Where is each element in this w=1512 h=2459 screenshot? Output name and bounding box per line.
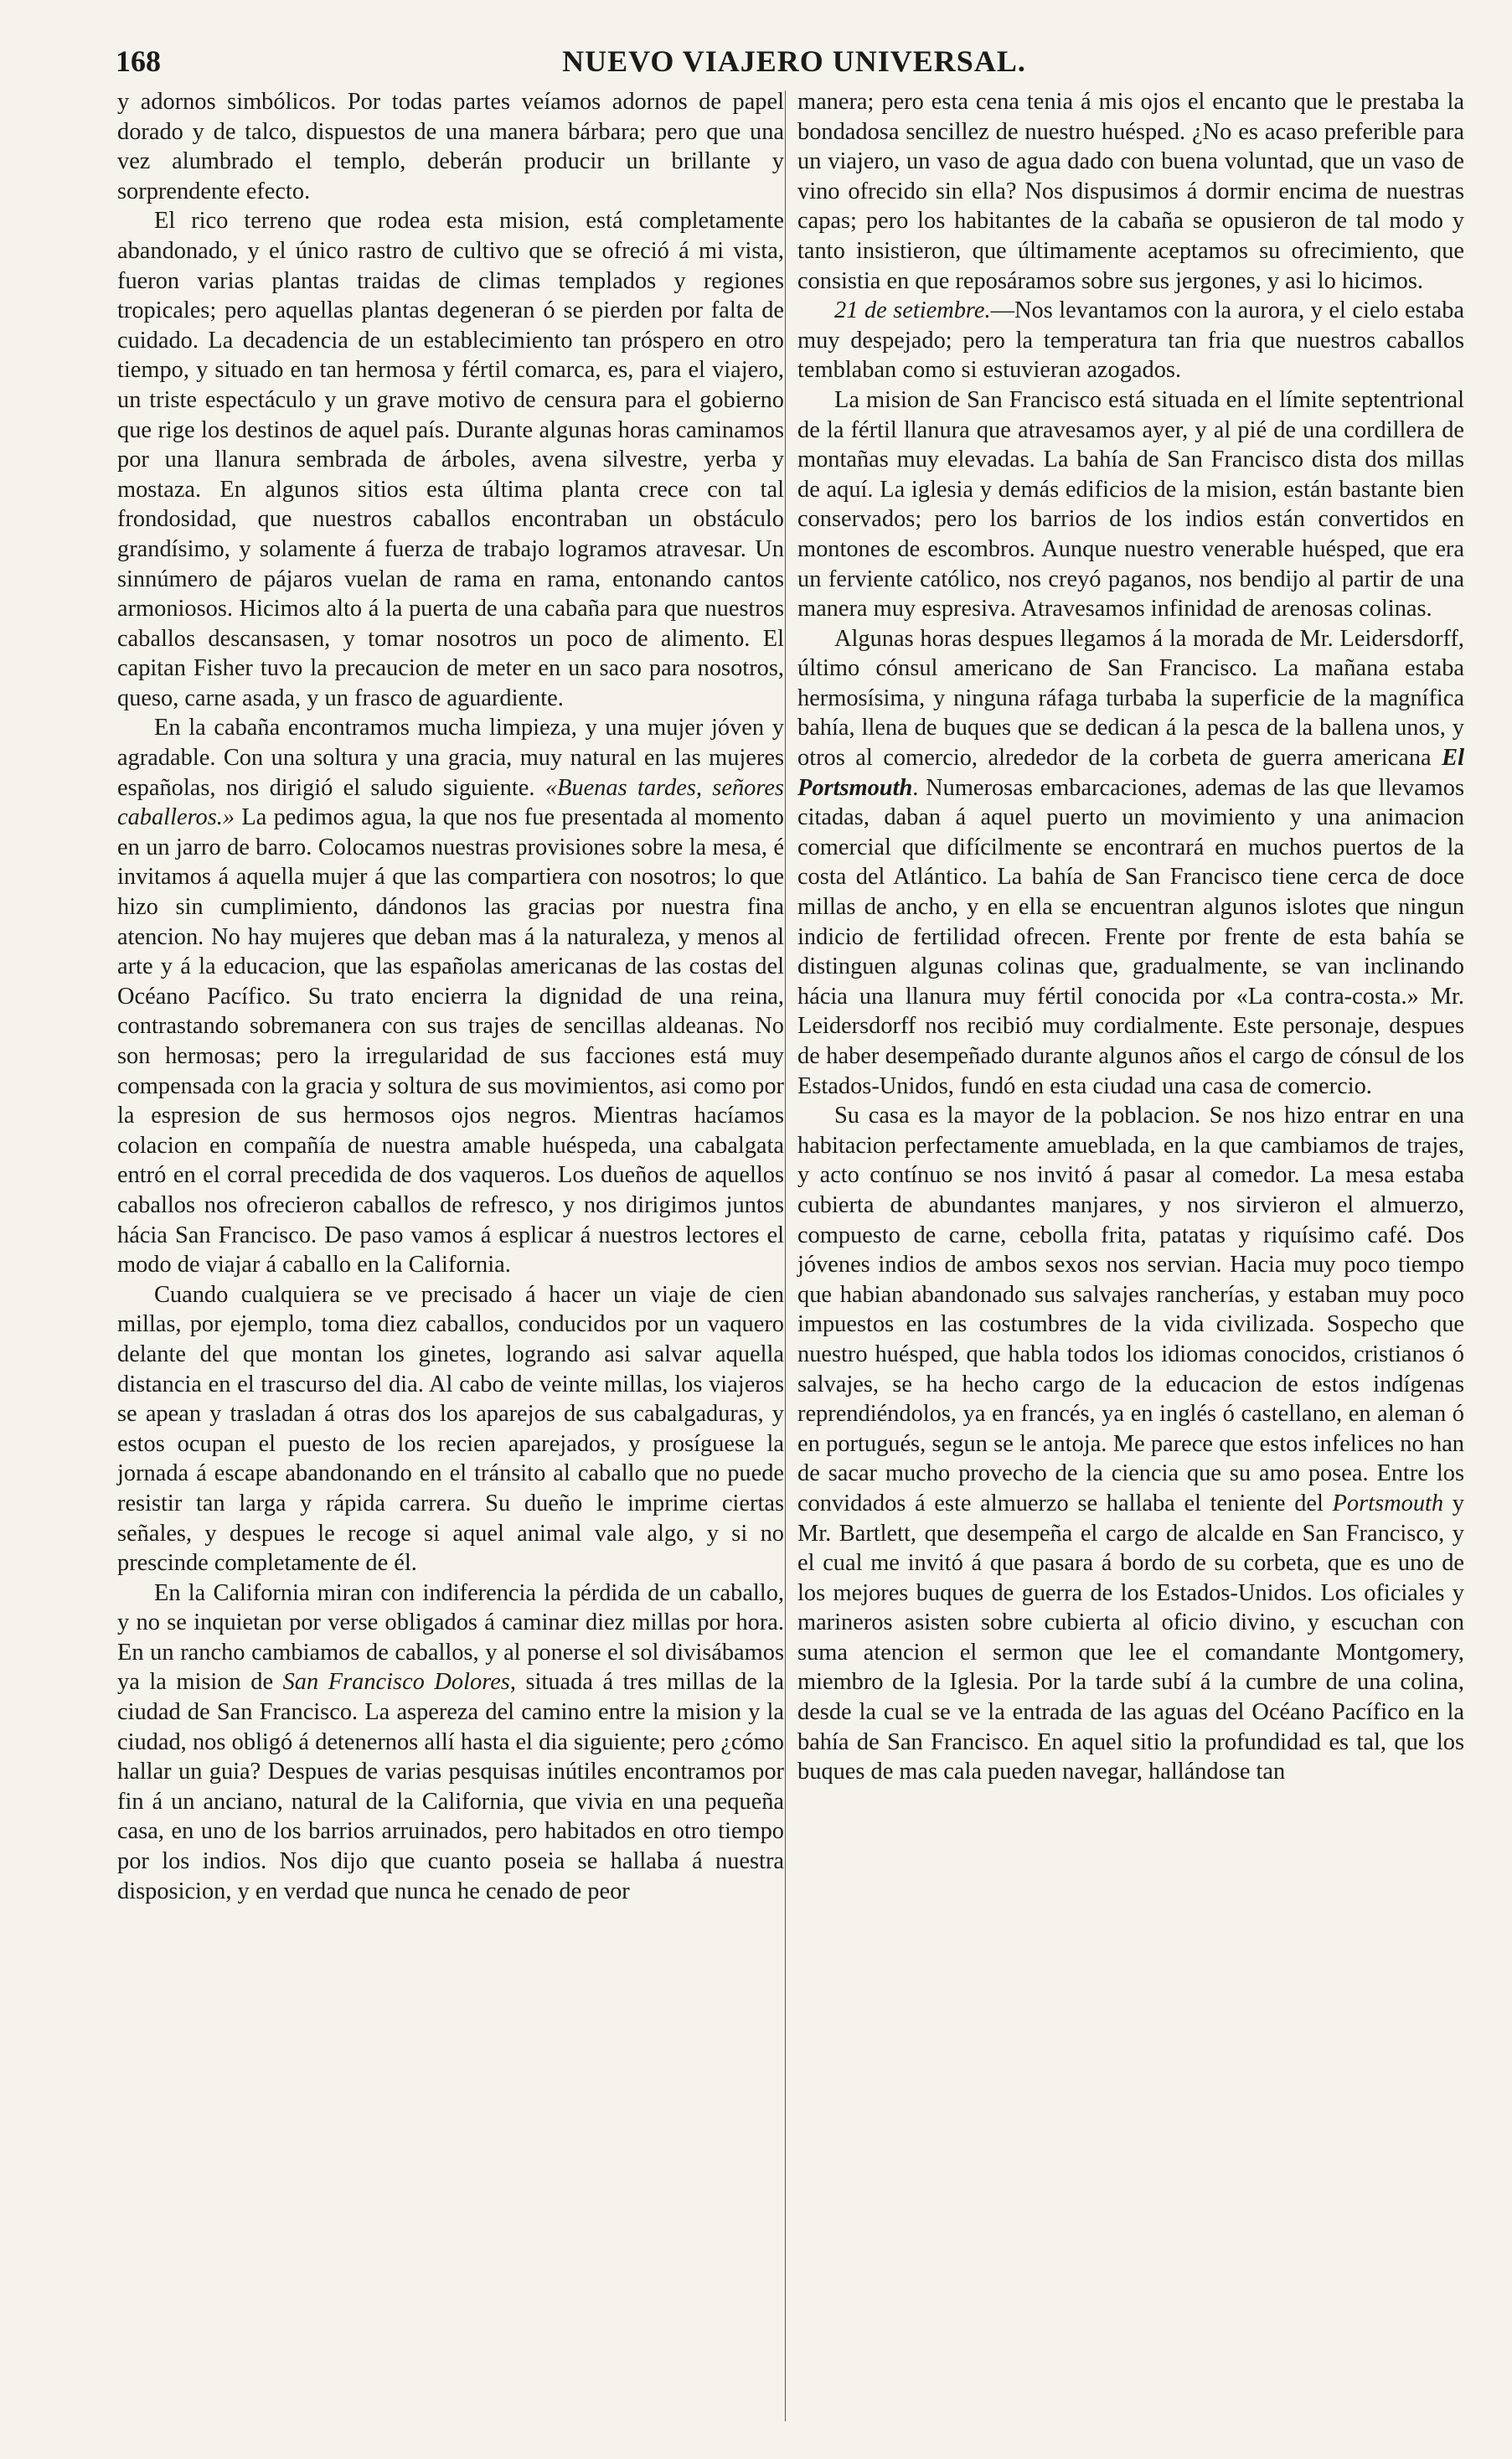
right-paragraph-5-end: y Mr. Bartlett, que desempeña el cargo de alcalde en San Francisco, y el cual me invitó á que pasara á bordo de su corbeta, que es uno de los mejores buques de guerra de los Estados-Unidos. Los oficiales y marineros asisten sobre cubierta al oficio divino, y escuchan con suma atencion el sermon que lee el comandante Montgomery, miembro de la Iglesia. Por la tarde subí á la cumbre de una colina, desde la cual se ve la entrada de las aguas del Océano Pacífico en la bahía de San Francisco. En aquel sitio la profundidad es tal, que los buques de mas cala pueden navegar, hallándose tan [797, 1490, 1464, 1785]
diary-date: 21 de setiembre. [834, 297, 991, 324]
right-paragraph-3: La mision de San Francisco está situada en el límite septentrional de la fértil llanura que atravesamos ayer, y al pié de una cordillera de montañas muy elevadas. La bahía de San Francisco dista dos millas de aquí. La iglesia y demás edificios de la mision, están bastante bien conservados; pero los barrios de los indios están convertidos en montones de escombros. Aunque nuestro venerable huésped, que era un ferviente católico, nos creyó paganos, nos bendijo al partir de una manera muy espresiva. Atravesamos infinidad de arenosas colinas. [797, 386, 1464, 622]
page-header [116, 44, 1473, 85]
right-paragraph-1: manera; pero esta cena tenia á mis ojos el encanto que le prestaba la bondadosa sencillez de nuestro huésped. ¿No es acaso preferible para un viajero, un vaso de agua dado con buena voluntad, que un vaso de vino ofrecido sin ella? Nos dispusimos á dormir encima de nuestras capas; pero los habitantes de la cabaña se opusieron de tal modo y tanto insistieron, que últimamente aceptamos su ofrecimiento, que consistia en que reposáramos sobre sus jergones, y asi lo hicimos. [797, 89, 1464, 294]
right-paragraph-2-text: —Nos levantamos con la aurora, y el cielo estaba muy despejado; pero la temperatura tan fria que nuestros caballos temblaban como si estuvieran azogados. [797, 297, 1464, 384]
page-number: 168 [116, 44, 161, 78]
right-paragraph-5 [797, 1101, 1464, 1787]
column-divider [785, 90, 786, 2421]
left-paragraph-5 [117, 1578, 784, 1907]
right-paragraph-2 [797, 296, 1464, 385]
mission-name: San Francisco Dolores [282, 1669, 510, 1696]
ship-name-2: Portsmouth [1332, 1490, 1444, 1516]
ship-name: El Portsmouth [797, 745, 1464, 801]
right-paragraph-5-start: Su casa es la mayor de la poblacion. Se nos hizo entrar en una habitacion perfectamente amueblada, en la que cambiamos de trajes, y acto contínuo se nos invitó á pasar al comedor. La mesa estaba cubierta de abundantes manjares, y nos sirvieron el almuerzo, compuesto de carne, cebolla frita, patatas y riquísimo café. Dos jóvenes indios de ambos sexos nos servian. Hacia muy poco tiempo que habian abandonado sus salvajes rancherías, y estaban muy poco impuestos en las costumbres de la vida civilizada. Sospecho que nuestro huésped, que habla todos los idiomas conocidos, cristianos ó salvajes, se ha hecho cargo de la educacion de estos indígenas reprendiéndolos, ya en francés, ya en inglés ó castellano, en aleman ó en portugués, segun se le antoja. Me parece que estos infelices no han de sacar mucho provecho de la ciencia que su amo posea. Entre los convidados á este almuerzo se hallaba el teniente del [797, 1103, 1464, 1516]
running-title: NUEVO VIAJERO UNIVERSAL. [562, 44, 1026, 78]
right-paragraph-4-end: . Numerosas embarcaciones, ademas de las que llevamos citadas, daban á aquel puerto un movimiento y una animacion comercial que difícilmente se encontrará en muchos puertos de la costa del Atlántico. La bahía de San Francisco tiene cerca de doce millas de ancho, y en ella se encuentran algunos islotes que ningun indicio de fertilidad ofrecen. Frente por frente de esta bahía se distinguen algunas colinas que, gradualmente, se van inclinando hácia una llanura muy fértil conocida por «La contra-costa.» Mr. Leidersdorff nos recibió muy cordialmente. Este personaje, despues de haber desempeñado durante algunos años el cargo de cónsul de los Estados-Unidos, fundó en esta ciudad una casa de comercio. [797, 774, 1464, 1099]
right-column [797, 87, 1464, 1787]
left-paragraph-3-start: En la cabaña encontramos mucha limpieza, y una mujer jóven y agradable. Con una soltura y una gracia, muy natural en las mujeres españolas, nos dirigió el saludo siguiente. [117, 715, 784, 801]
left-paragraph-2: El rico terreno que rodea esta mision, está completamente abandonado, y el único rastro de cultivo que se ofreció á mi vista, fueron varias plantas traidas de climas templados y regiones tropicales; pero aquellas plantas degeneran ó se pierden por falta de cuidado. La decadencia de un establecimiento tan próspero en otro tiempo, y situado en tan hermosa y fértil comarca, es, para el viajero, un triste espectáculo y un grave motivo de censura para el gobierno que rige los destinos de aquel país. Durante algunas horas caminamos por una llanura sembrada de árboles, avena silvestre, yerba y mostaza. En algunos sitios esta última planta crece con tal frondosidad, que nuestros caballos encontraban un obstáculo grandísimo, y solamente á fuerza de trabajo logramos atravesar. Un sinnúmero de pájaros vuelan de rama en rama, entonando cantos armoniosos. Hicimos alto á la puerta de una cabaña para que nuestros caballos descansasen, y tomar nosotros un poco de alimento. El capitan Fisher tuvo la precaucion de meter en un saco para nosotros, queso, carne asada, y un frasco de aguardiente. [117, 208, 784, 711]
right-paragraph-4-start: Algunas horas despues llegamos á la morada de Mr. Leidersdorff, último cónsul americano de San Francisco. La mañana estaba hermosísima, y ninguna ráfaga turbaba la superficie de la magnífica bahía, llena de buques que se dedican á la pesca de la ballena unos, y otros al comercio, alrededor de la corbeta de guerra americana [797, 625, 1464, 772]
left-paragraph-4: Cuando cualquiera se ve precisado á hacer un viaje de cien millas, por ejemplo, toma diez caballos, conducidos por un vaquero delante del que montan los ginetes, logrando asi salvar aquella distancia en el trascurso del dia. Al cabo de veinte millas, los viajeros se apean y trasladan á otras dos los aparejos de sus cabalgaduras, y estos ocupan el puesto de los recien aparejados, y prosíguese la jornada á escape abandonando en el tránsito al caballo que no puede resistir tan larga y rápida carrera. Su dueño le imprime ciertas señales, y despues le recoge si aquel animal vale algo, y si no prescinde completamente de él. [117, 1281, 784, 1577]
greeting-quote: «Buenas tardes, señores caballeros.» [117, 774, 784, 831]
left-paragraph-5-start: En la California miran con indiferencia la pérdida de un caballo, y no se inquietan por verse obligados á caminar diez millas por hora. En un rancho cambiamos de caballos, y al ponerse el sol divisábamos ya la mision de [117, 1579, 784, 1696]
left-column [117, 87, 784, 1906]
left-paragraph-1: y adornos simbólicos. Por todas partes veíamos adornos de papel dorado y de talco, dispuestos de una manera bárbara; pero que una vez alumbrado el templo, deberán producir un brillante y sorprendente efecto. [117, 89, 784, 204]
right-paragraph-4 [797, 624, 1464, 1102]
left-paragraph-3-end: La pedimos agua, la que nos fue presentada al momento en un jarro de barro. Colocamos nuestras provisiones sobre la mesa, é invitamos á aquella mujer á que las compartiera con nosotros; lo que hizo sin cumplimiento, dándonos las gracias por nuestra fina atencion. No hay mujeres que deban mas á la naturaleza, y menos al arte y á la educacion, que las españolas americanas de las costas del Océano Pacífico. Su trato encierra la dignidad de una reina, contrastando sobremanera con sus trajes de sencillas aldeanas. No son hermosas; pero la irregularidad de sus facciones está muy compensada con la gracia y soltura de sus movimientos, asi como por la espresion de sus hermosos ojos negros. Mientras hacíamos colacion en compañía de nuestra amable huéspeda, una cabalgata entró en el corral precedida de dos vaqueros. Los dueños de aquellos caballos nos ofrecieron caballos de refresco, y nos dirigimos juntos hácia San Francisco. De paso vamos á esplicar á nuestros lectores el modo de viajar á caballo en la California. [117, 804, 784, 1279]
left-paragraph-5-end: , situada á tres millas de la ciudad de San Francisco. La aspereza del camino entre la mision y la ciudad, nos obligó á detenernos allí hasta el dia siguiente; pero ¿cómo hallar un guia? Despues de varias pesquisas inútiles encontramos por fin á un anciano, natural de la California, que vivia en una pequeña casa, en uno de los barrios arruinados, pero habitados en otro tiempo por los indios. Nos dijo que cuanto poseia se hallaba á nuestra disposicion, y en verdad que nunca he cenado de peor [117, 1669, 784, 1904]
left-paragraph-3 [117, 713, 784, 1279]
